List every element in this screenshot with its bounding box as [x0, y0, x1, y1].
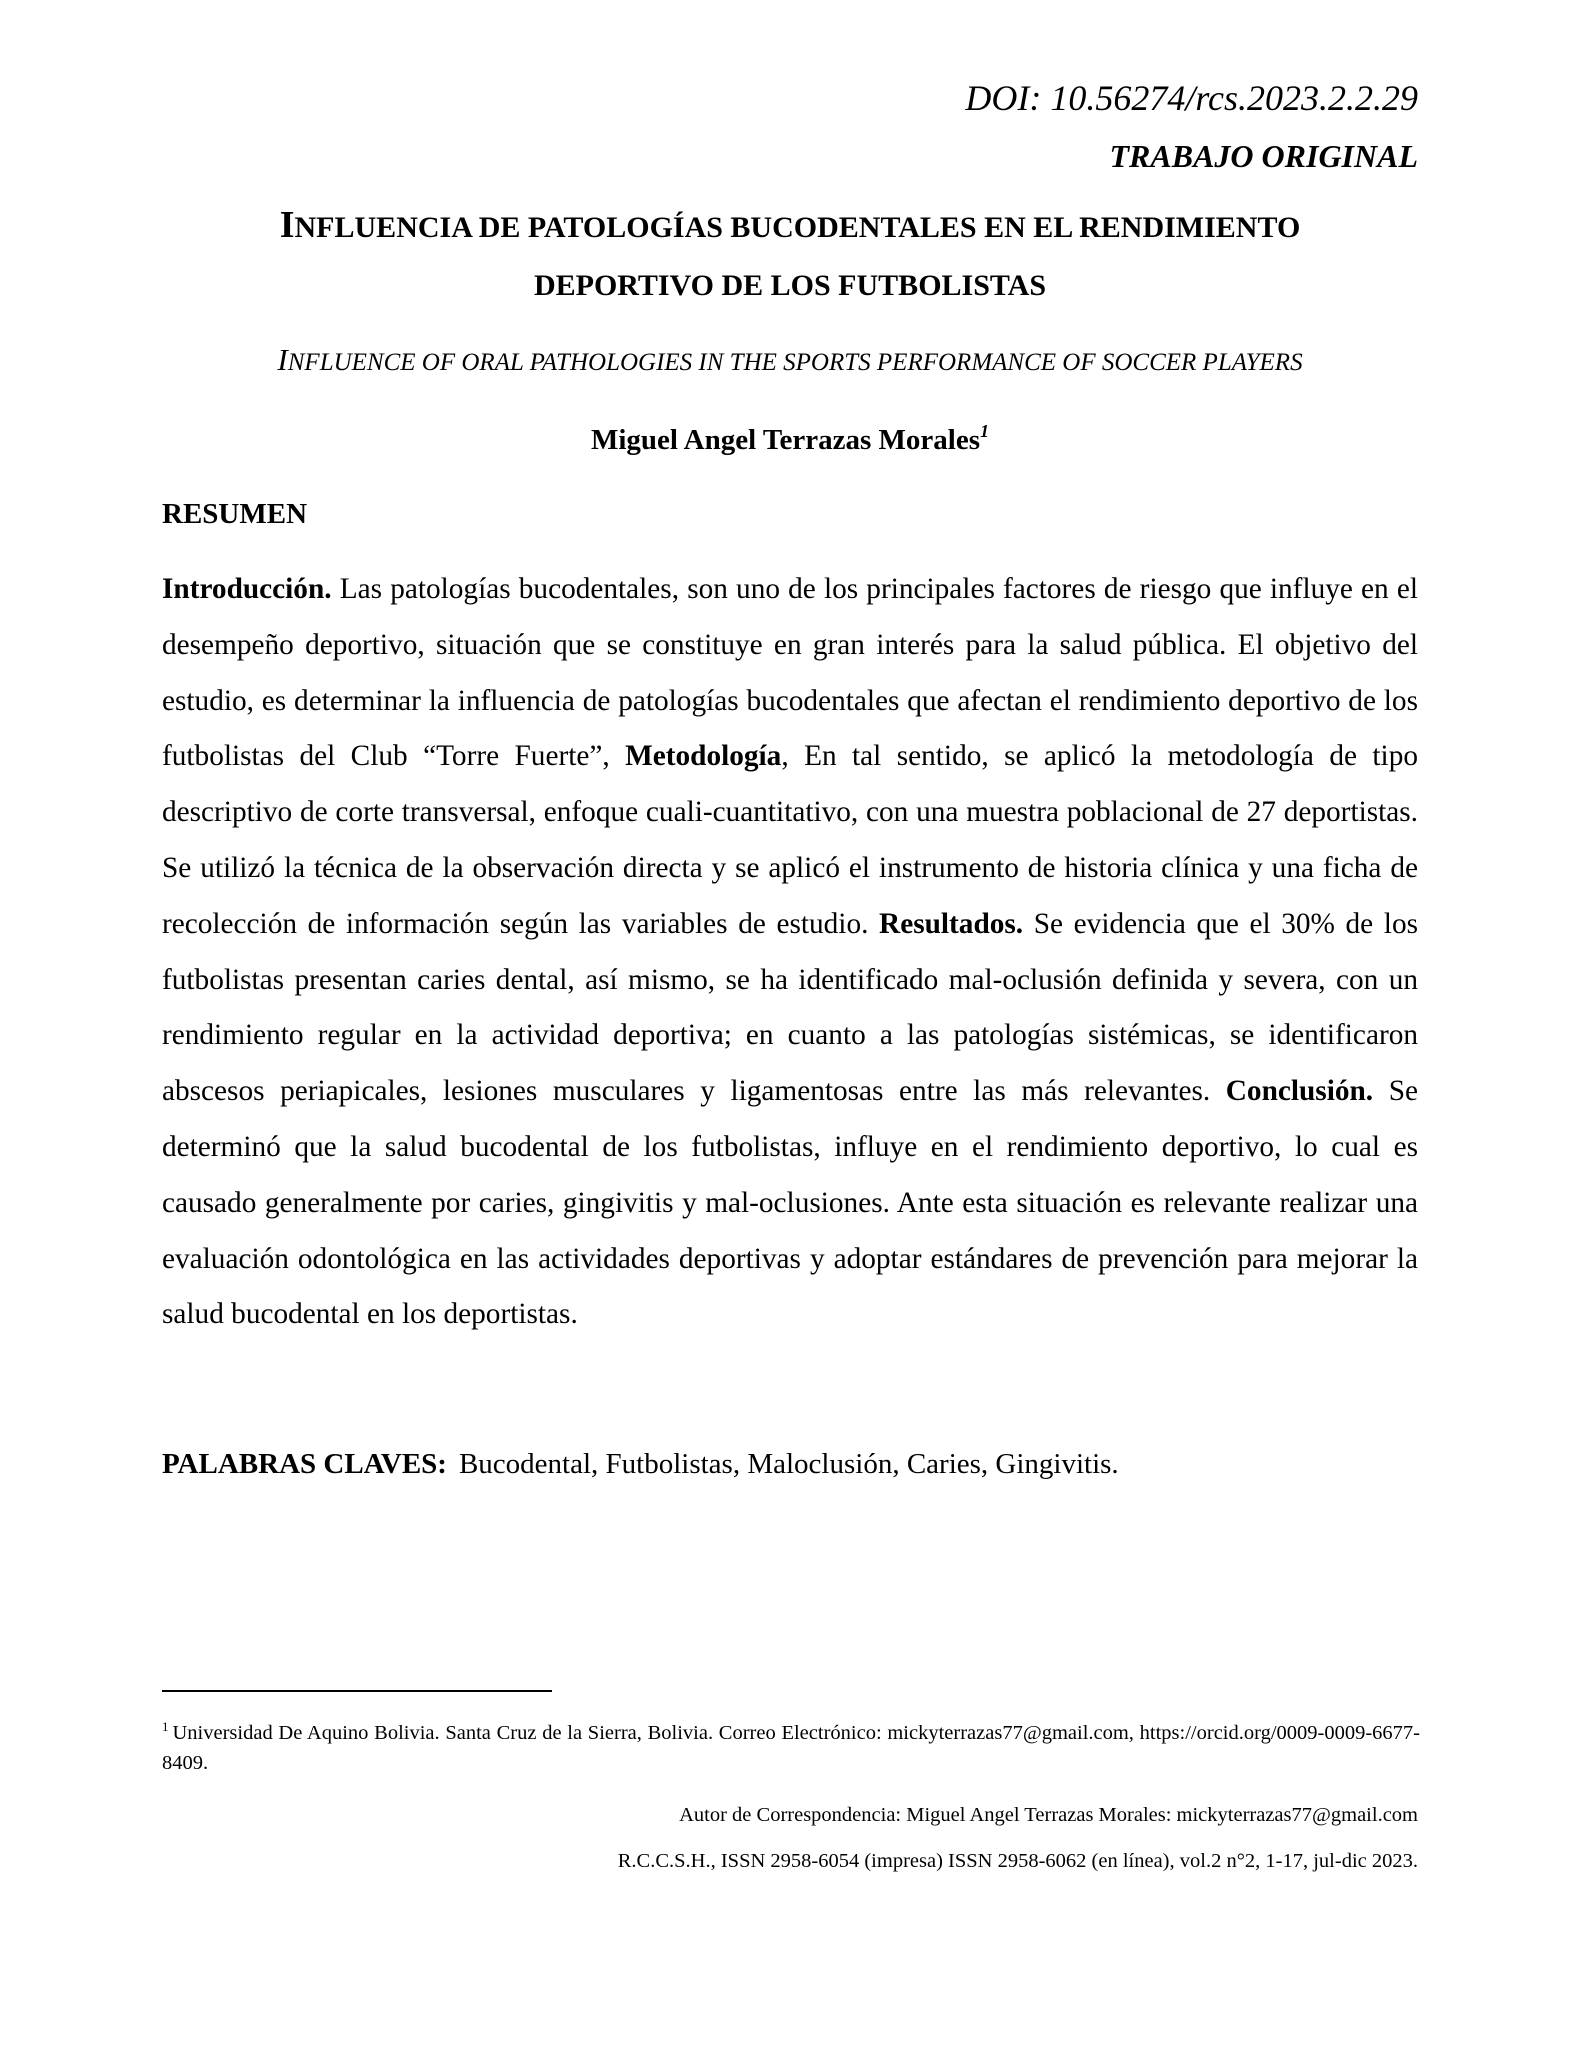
paper-title-line-2: DEPORTIVO DE LOS FUTBOLISTAS [533, 269, 1047, 302]
paper-subtitle-english: INFLUENCE OF ORAL PATHOLOGIES IN THE SPORTS PERFORMANCE OF SOCCER PLAYERS [277, 342, 1303, 377]
results-label: Resultados. [879, 907, 1024, 940]
intro-label: Introducción. [162, 573, 332, 605]
journal-citation: R.C.C.S.H., ISSN 2958-6054 (impresa) ISSN 2958-6062 (en línea), vol.2 n°2, 1-17, jul-dic 2023. [617, 1850, 1418, 1872]
keywords-values: Bucodental, Futbolistas, Maloclusión, Caries, Gingivitis. [458, 1448, 1119, 1480]
paper-title-line-1: INFLUENCIA DE PATOLOGÍAS BUCODENTALES EN EL RENDIMIENTO [279, 204, 1301, 246]
abstract-body [162, 562, 1418, 1343]
intro-text: Las patologías bucodentales, son uno de los principales factores de riesgo que influye en el desempeño deportivo, situación que se constituye en gran interés para la salud pública. El objetivo del estudio, es determinar la influencia de patologías bucodentales que afectan el rendimiento deportivo de los futbolistas del Club “Torre Fuerte”, [162, 573, 1418, 773]
footnote-marker: 1 [162, 1719, 169, 1734]
conclusion-text: Se determinó que la salud bucodental de los futbolistas, influye en el rendimiento deportivo, lo cual es causado generalmente por caries, gingivitis y mal-oclusiones. Ante esta situación es relevante realizar una evaluación odontológica en las actividades deportivas y adoptar estándares de prevención para mejorar la salud bucodental en los deportistas. [162, 1075, 1418, 1331]
footnote [162, 1718, 1420, 1778]
method-label: Metodología [625, 740, 782, 773]
conclusion-label: Conclusión. [1225, 1075, 1374, 1108]
footnote-text: Universidad De Aquino Bolivia. Santa Cruz de la Sierra, Bolivia. Correo Electrónico: mickyterrazas77@gmail.com, https://orcid.org/0009-0009-6677-8409. [162, 1722, 1420, 1774]
results-text: Se evidencia que el 30% de los futbolistas presentan caries dental, así mismo, se ha identificado mal-oclusión definida y severa, con un rendimiento regular en la actividad deportiva; en cuanto a las patologías sistémicas, se identificaron abscesos periapicales, lesiones musculares y ligamentosas entre las más relevantes. [162, 907, 1418, 1108]
author-line [160, 420, 1420, 460]
abstract-heading: RESUMEN [162, 498, 308, 530]
correspondence-line: Autor de Correspondencia: Miguel Angel Terrazas Morales: mickyterrazas77@gmail.com [679, 1804, 1418, 1826]
author-name: Miguel Angel Terrazas Morales [590, 424, 981, 456]
method-text: , En tal sentido, se aplicó la metodología de tipo descriptivo de corte transversal, enfoque cuali-cuantitativo, con una muestra poblacional de 27 deportistas. Se utilizó la técnica de la observación directa y se aplicó el instrumento de historia clínica y una ficha de recolección de información según las variables de estudio. [162, 740, 1418, 940]
keywords-line [162, 1444, 1119, 1484]
doi-label: DOI: 10.56274/rcs.2023.2.2.29 [965, 78, 1418, 118]
footnote-divider [162, 1690, 552, 1692]
paper-title [160, 196, 1420, 315]
affiliation-marker: 1 [980, 421, 990, 441]
keywords-label: PALABRAS CLAVES: [162, 1448, 447, 1480]
article-type-label: TRABAJO ORIGINAL [1109, 138, 1418, 174]
